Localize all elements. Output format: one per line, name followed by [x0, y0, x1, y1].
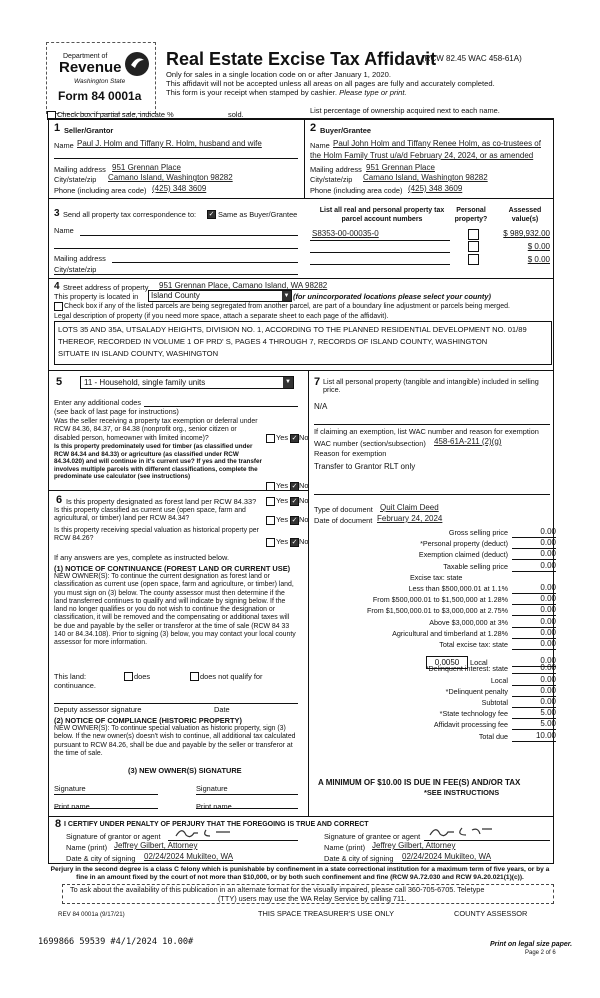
- legal-line-1: LOTS 35 AND 35A, UTSALADY HEIGHTS, DIVISION NO. 1, ACCORDING TO THE PLANNED RESIDENTIAL DEVELOPMENT NO. 01/89: [58, 325, 527, 334]
- header-notice-1: Only for sales in a single location code on or after January 1, 2020.: [166, 70, 391, 79]
- local-tax-value[interactable]: 0.00: [512, 656, 556, 667]
- grantor-signature: [172, 826, 232, 840]
- calc-row-label: Subtotal: [481, 698, 508, 707]
- forest-yes-checkbox[interactable]: [266, 497, 275, 506]
- forest-no-checkbox[interactable]: ✓: [291, 498, 298, 505]
- calc-row-label: Gross selling price: [448, 528, 508, 537]
- exemption-no-label: No: [299, 433, 309, 442]
- calc-row-label: Above $3,000,000 at 3%: [429, 617, 508, 627]
- calc-row-value[interactable]: 0.00: [512, 594, 556, 605]
- calc-row-label: *State technology fee: [439, 709, 508, 719]
- header-notice-2: This affidavit will not be accepted unless all areas on all pages are fully and accurately completed.: [166, 79, 495, 88]
- personal-property-checkbox[interactable]: [468, 241, 479, 252]
- calc-row-label: *Delinquent interest: state: [425, 664, 508, 674]
- seller-city-label: City/state/zip: [54, 175, 97, 184]
- ownership-note: List percentage of ownership acquired next to each name.: [310, 106, 500, 115]
- calc-row-value[interactable]: 5.00: [512, 719, 556, 730]
- local-rate-value: 0.0050: [434, 658, 460, 667]
- section-5-number: 5: [56, 376, 63, 388]
- historic-yes-label: Yes: [276, 537, 289, 546]
- section-1-number: 1: [54, 122, 61, 134]
- buyer-mailing[interactable]: 951 Grennan Place: [366, 163, 435, 172]
- buyer-name-line2[interactable]: the Holm Family Trust u/a/d February 24, 2024, or as amended: [310, 151, 534, 160]
- use-code-select[interactable]: [80, 376, 294, 389]
- unincorporated-note: (for unincorporated locations please select your county): [293, 292, 491, 301]
- current-use-no-checkbox[interactable]: ✓: [291, 517, 298, 524]
- exemption-yes-checkbox[interactable]: [266, 434, 275, 443]
- buyer-name-line1[interactable]: Paul John Holm and Tiffany Renee Holm, as co-trustees of: [333, 139, 541, 148]
- legal-label: Legal description of property (if you need more space, attach a separate sheet to each page of the affidavit).: [54, 313, 389, 320]
- doc-type-value[interactable]: Quit Claim Deed: [380, 503, 439, 512]
- accessibility-line-2: (TTY) users may use the WA Relay Service by calling 711.: [218, 894, 407, 903]
- doc-type-label: Type of document: [314, 505, 373, 514]
- forest-yes-label: Yes: [276, 496, 289, 505]
- does-checkbox[interactable]: [124, 672, 133, 681]
- buyer-phone-label: Phone (including area code): [310, 186, 403, 195]
- grantor-name-label: Name (print): [66, 843, 108, 852]
- timber-yes-label: Yes: [276, 481, 289, 490]
- calc-row-value[interactable]: 0.00: [512, 663, 556, 674]
- section-6-number: 6: [56, 494, 63, 506]
- calc-row-value[interactable]: 0.00: [512, 538, 556, 549]
- assessed-value[interactable]: $ 989,932.00: [503, 229, 550, 238]
- buyer-phone[interactable]: (425) 348 3609: [408, 184, 463, 193]
- deputy-date-label: Date: [214, 705, 230, 714]
- calc-row-label: From $500,000.01 to $1,500,000 at 1.28%: [372, 595, 508, 605]
- additional-codes-note: (see back of last page for instructions): [54, 407, 179, 416]
- seller-mailing[interactable]: 951 Grennan Place: [112, 163, 181, 172]
- current-use-yes-label: Yes: [276, 515, 289, 524]
- new-owner-signature-heading: (3) NEW OWNER(S) SIGNATURE: [128, 766, 242, 775]
- historic-yes-checkbox[interactable]: [266, 538, 275, 547]
- form-rcw: (RCW 82.45 WAC 458-61A): [422, 54, 522, 63]
- current-use-no-label: No: [299, 515, 309, 524]
- grantee-date-label: Date & city of signing: [324, 854, 394, 863]
- reason-value[interactable]: Transfer to Grantor RLT only: [314, 462, 416, 471]
- forest-question: Is this property designated as forest land per RCW 84.33?: [66, 497, 257, 506]
- calc-row-value[interactable]: 0.00: [512, 527, 556, 538]
- calc-row-value[interactable]: 0.00: [512, 605, 556, 616]
- calc-row-value[interactable]: 0.00: [512, 697, 556, 708]
- seller-name-label: Name: [54, 141, 74, 150]
- calc-row-label: Taxable selling price: [443, 561, 508, 571]
- header-notice-3: This form is your receipt when stamped by cashier. Please type or print.: [166, 88, 407, 97]
- local-rate-box[interactable]: [426, 656, 468, 669]
- calc-row-value[interactable]: 0.00: [512, 675, 556, 686]
- street-label: Street address of property: [63, 283, 149, 292]
- seller-city[interactable]: Camano Island, Washington 98282: [108, 173, 233, 182]
- chevron-down-icon: ▼: [283, 293, 290, 299]
- county-value: Island County: [151, 291, 200, 300]
- seller-name[interactable]: Paul J. Holm and Tiffany R. Holm, husband and wife: [77, 139, 262, 148]
- calc-row-value[interactable]: 0.00: [512, 628, 556, 639]
- same-as-buyer-checkbox[interactable]: ✓: [208, 211, 215, 218]
- section-3-city-label: City/state/zip: [54, 265, 97, 274]
- this-land-label: This land:: [54, 672, 87, 681]
- personal-property-label: List all personal property (tangible and intangible) included in selling price.: [323, 377, 539, 395]
- calc-row-value[interactable]: 10.00: [512, 731, 556, 742]
- timber-no-checkbox[interactable]: ✓: [291, 483, 298, 490]
- legal-line-3: SITUATE IN ISLAND COUNTY, WASHINGTON: [58, 349, 219, 358]
- print-name-label-1: Print name: [54, 802, 90, 811]
- calc-row-value[interactable]: 0.00: [512, 686, 556, 697]
- exemption-yes-label: Yes: [276, 433, 289, 442]
- calc-row-value[interactable]: 0.00: [512, 561, 556, 572]
- legal-line-2: THEREOF, RECORDED IN VOLUME 1 OF PRD' S, PAGES 4 THROUGH 7, RECORDS OF ISLAND COUNTY, WASHINGTON: [58, 337, 488, 346]
- form-number: Form 84 0001a: [58, 89, 142, 103]
- grantee-date[interactable]: 02/24/2024 Mukilteo, WA: [402, 852, 492, 861]
- section-3-number: 3: [54, 208, 60, 219]
- exemption-label: If claiming an exemption, list WAC number and reason for exemption: [314, 427, 539, 436]
- additional-codes-label: Enter any additional codes: [54, 398, 142, 407]
- property-street[interactable]: 951 Grennan Place, Camano Island, WA 98282: [159, 281, 328, 290]
- segregated-checkbox[interactable]: [54, 302, 63, 311]
- section-3-label: Send all property tax correspondence to:: [63, 210, 197, 219]
- wac-label: WAC number (section/subsection): [314, 439, 426, 448]
- personal-property-value[interactable]: N/A: [314, 402, 328, 411]
- seller-phone[interactable]: (425) 348 3609: [152, 184, 207, 193]
- calc-row-label: Total due: [478, 731, 508, 741]
- reason-label: Reason for exemption: [314, 449, 387, 458]
- exemption-question: Was the seller receiving a property tax exemption or deferral under RCW 84.36, 84.37, or 84.38 (nonprofit org., senior citizen or disabled person, homeowner with limited income)?: [54, 418, 258, 442]
- calc-row-label: *Delinquent penalty: [445, 686, 508, 696]
- parcel-number[interactable]: S8353-00-00035-0: [312, 229, 379, 238]
- calc-row-value[interactable]: 0.00: [512, 549, 556, 560]
- calc-row-label: Less than $500,000.01 at 1.1%: [408, 584, 508, 593]
- buyer-heading: Buyer/Grantee: [320, 126, 371, 135]
- deputy-signature-label: Deputy assessor signature: [54, 705, 142, 714]
- section-3-mailing-label: Mailing address: [54, 254, 106, 263]
- calc-row-value[interactable]: 0.00: [512, 639, 556, 650]
- does-not-checkbox[interactable]: [190, 672, 199, 681]
- grantee-signature: [426, 825, 496, 839]
- forest-no-label: No: [299, 496, 309, 505]
- does-not-label: does not qualify for: [200, 672, 263, 681]
- dept-line3: Washington State: [74, 78, 126, 85]
- calc-row-label: *Personal property (deduct): [420, 539, 508, 549]
- calc-row-label: From $1,500,000.01 to $3,000,000 at 2.75%: [366, 606, 508, 616]
- wac-number[interactable]: 458-61A-211 (2)(g): [434, 437, 502, 446]
- personal-property-checkbox[interactable]: [468, 254, 479, 265]
- grantor-date-label: Date & city of signing: [66, 854, 136, 863]
- legal-description-box[interactable]: [54, 321, 552, 365]
- page-number: Page 2 of 6: [525, 950, 556, 956]
- section-7-number: 7: [314, 376, 321, 388]
- segregated-label: Check box if any of the listed parcels are being segregated from another parcel, are part of a boundary line adjustment or parcels being merged.: [64, 303, 510, 310]
- grantor-name[interactable]: Jeffrey Gilbert, Attorney: [114, 841, 198, 850]
- use-code-value: 11 - Household, single family units: [84, 378, 206, 387]
- buyer-city[interactable]: Camano Island, Washington 98282: [363, 173, 488, 182]
- personal-property-checkbox[interactable]: [468, 229, 479, 240]
- accessibility-line-1: To ask about the availability of this publication in an alternate format for the visually impaired, please call 360-705-6705. Teletype: [70, 885, 485, 894]
- buyer-city-label: City/state/zip: [310, 175, 353, 184]
- located-label: This property is located in: [54, 292, 139, 301]
- county-assessor-label: COUNTY ASSESSOR: [454, 909, 528, 918]
- revenue-logo-icon: [124, 51, 150, 77]
- calc-row-label: Exemption claimed (deduct): [418, 550, 508, 560]
- notice-2-body: NEW OWNER(S): To continue special valuation as historic property, sign (3) below. If the new owner(s) doesn't wish to continue, all additional tax calculated pursuant to RCW 84.26, shall be due and payable by the seller or transferor at the time of sale.: [54, 725, 296, 757]
- seller-phone-label: Phone (including area code): [54, 186, 147, 195]
- notice-1-title: (1) NOTICE OF CONTINUANCE (FOREST LAND OR CURRENT USE): [54, 564, 291, 573]
- revision-label: REV 84 0001a (9/17/21): [58, 911, 125, 918]
- notice-2-title: (2) NOTICE OF COMPLIANCE (HISTORIC PROPERTY): [54, 716, 242, 725]
- timber-question: Is this property predominately used for timber (as classified under RCW 84.34 and 84.33) or agriculture (as classified under RCW 84.34.020) and will continue in it's current use? If yes and the transfer involves multiple parcels with different classifications, complete the predominate use calculator (see instructions): [54, 443, 262, 481]
- grantee-signature-label: Signature of grantee or agent: [324, 832, 421, 841]
- buyer-mailing-label: Mailing address: [310, 165, 362, 174]
- county-select[interactable]: [148, 290, 292, 302]
- historic-question: Is this property receiving special valuation as historical property per RCW 84.26?: [54, 527, 259, 543]
- grantor-signature-label: Signature of grantor or agent: [66, 832, 161, 841]
- minimum-note: A MINIMUM OF $10.00 IS DUE IN FEE(S) AND/OR TAX: [318, 778, 521, 787]
- section-3-name-label: Name: [54, 226, 74, 235]
- treasurer-label: THIS SPACE TREASURER'S USE ONLY: [258, 909, 395, 918]
- grantor-date[interactable]: 02/24/2024 Mukilteo, WA: [144, 852, 234, 861]
- calc-row-value[interactable]: 0.00: [512, 583, 556, 594]
- buyer-name-label: Name: [310, 141, 330, 150]
- calc-row-label: Agricultural and timberland at 1.28%: [392, 628, 508, 638]
- assessed-value-col-header: Assessed value(s): [508, 207, 542, 223]
- section-8-number: 8: [55, 818, 62, 830]
- doc-date-label: Date of document: [314, 516, 373, 525]
- instructions-note: If any answers are yes, complete as instructed below.: [54, 553, 229, 562]
- partial-sale-suffix: sold.: [228, 110, 244, 119]
- print-name-label-2: Print name: [196, 802, 232, 811]
- calc-row-label: Local: [490, 675, 508, 685]
- assessed-value[interactable]: $ 0.00: [527, 255, 550, 264]
- calc-row-label: Total excise tax: state: [439, 640, 508, 649]
- same-as-buyer-label: Same as Buyer/Grantee: [218, 210, 298, 219]
- notice-1-body: NEW OWNER(S): To continue the current designation as forest land or classification as current use (open space, farm and agriculture, or timber) land, you must sign on (3) below. The county assessor must then determine if the land transferred continues to qualify and will indicate by signing below. If the land no longer qualifies or you do not wish to continue the designation or classification, it will be removed and the compensating or additional taxes will be due and payable by the seller or transferor at the time of sale (RCW 84 33 140 or 84.34.108). Prior to signing (3) below, you may contact your local county assessor for more information.: [54, 573, 296, 647]
- current-use-yes-checkbox[interactable]: [266, 516, 275, 525]
- signature-label-1: Signature: [54, 784, 86, 793]
- calc-row-value[interactable]: 0.00: [512, 617, 556, 628]
- does-label: does: [134, 672, 151, 681]
- see-instructions: *SEE INSTRUCTIONS: [424, 788, 500, 797]
- assessed-value[interactable]: $ 0.00: [527, 242, 550, 251]
- historic-no-checkbox[interactable]: ✓: [291, 539, 298, 546]
- section-4-number: 4: [54, 281, 60, 292]
- parcel-col-header: List all real and personal property tax parcel account numbers: [319, 207, 445, 223]
- chevron-down-icon: ▼: [283, 377, 293, 388]
- partial-sale-label: Check box if partial sale, indicate %: [57, 110, 174, 119]
- calc-row-value[interactable]: 5.00: [512, 708, 556, 719]
- continuance-label: continuance.: [54, 681, 96, 690]
- dept-line2: Revenue: [59, 59, 122, 76]
- doc-date-value[interactable]: February 24, 2024: [377, 514, 443, 523]
- signature-label-2: Signature: [196, 784, 228, 793]
- seller-heading: Seller/Grantor: [64, 126, 114, 135]
- calc-row-label: Affidavit processing fee: [433, 720, 508, 730]
- timber-no-label: No: [299, 481, 309, 490]
- certify-text: I CERTIFY UNDER PENALTY OF PERJURY THAT THE FOREGOING IS TRUE AND CORRECT: [64, 821, 369, 828]
- seller-mailing-label: Mailing address: [54, 165, 106, 174]
- recording-stamp: 1699866 59539 #4/1/2024 10.00#: [38, 937, 194, 947]
- grantee-name-label: Name (print): [324, 843, 366, 852]
- print-note: Print on legal size paper.: [490, 941, 573, 948]
- local-label: Local: [470, 658, 488, 667]
- grantee-name[interactable]: Jeffrey Gilbert, Attorney: [372, 841, 456, 850]
- section-2-number: 2: [310, 122, 317, 134]
- perjury-notice: Perjury in the second degree is a class C felony which is punishable by confinement in a state correctional institution for a maximum term of five years, or by a fine in an amount fixed by the court of not more than $10,000, or by both such confinement and fine (RCW 9A.72.030 and RCW 9A.20.021(1)(c)).: [50, 866, 550, 881]
- exemption-no-checkbox[interactable]: ✓: [291, 435, 298, 442]
- calc-row-label: Excise tax: state: [410, 572, 463, 582]
- personal-property-col-header: Personal property?: [454, 207, 488, 223]
- historic-no-label: No: [299, 537, 309, 546]
- dept-line1: Department of: [63, 53, 108, 60]
- current-use-question: Is this property classified as current use (open space, farm and agricultural, or timber) land per RCW 84.34?: [54, 507, 246, 523]
- form-title: Real Estate Excise Tax Affidavit: [166, 49, 437, 69]
